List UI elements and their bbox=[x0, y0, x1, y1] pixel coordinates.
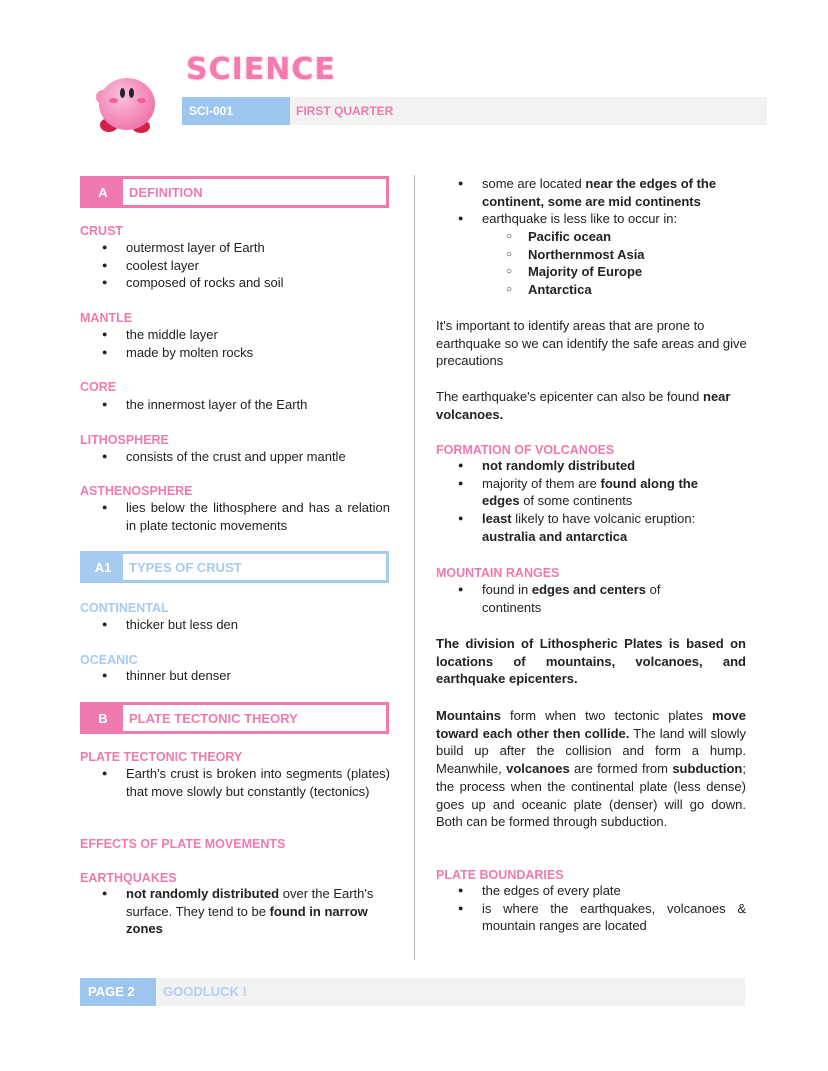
text: the edges of every plate bbox=[482, 883, 621, 898]
text: earthquake is less like to occur in: bbox=[482, 211, 678, 227]
footer-message: GOODLUCK ! bbox=[163, 984, 247, 999]
text: ; the process when the continental plate (less dense) goes up and oceanic plate (denser) will go down. Both can be formed through subduction. bbox=[436, 761, 746, 830]
subheading-plate-tectonic-theory: PLATE TECTONIC THEORY bbox=[80, 750, 243, 764]
paragraph-mountains-volcanoes bbox=[436, 707, 746, 831]
list-item bbox=[436, 475, 736, 510]
subheading-plate-boundaries: PLATE BOUNDARIES bbox=[436, 868, 564, 882]
list-item bbox=[436, 263, 746, 281]
section-header-types-of-crust bbox=[80, 551, 389, 583]
bold-text: subduction bbox=[672, 761, 743, 777]
bold-text: Northernmost Asia bbox=[528, 246, 645, 262]
bold-text: not randomly distributed bbox=[482, 458, 636, 473]
text: It's important to identify areas that are prone to earthquake so we can identify the safe areas and give precautions bbox=[436, 318, 747, 369]
mountains-list bbox=[436, 581, 706, 616]
kirby-mascot-image bbox=[96, 74, 160, 136]
subheading-lithosphere: LITHOSPHERE bbox=[80, 433, 169, 447]
earthquake-location-list bbox=[436, 175, 746, 228]
list-item bbox=[80, 326, 390, 344]
list-item bbox=[80, 448, 390, 466]
list-item bbox=[436, 228, 746, 246]
paragraph-prone-areas bbox=[436, 317, 748, 370]
plate-tectonic-list bbox=[80, 765, 390, 800]
bold-text: The division of Lithospheric Plates is based on locations of mountains, volcanoes, and earthquake epicenters. bbox=[436, 636, 746, 687]
text: of some continents bbox=[519, 493, 633, 509]
subheading-crust: CRUST bbox=[80, 224, 124, 238]
list-item bbox=[80, 667, 390, 685]
bold-text: found along the edges bbox=[482, 475, 698, 509]
text: of continents bbox=[482, 582, 661, 615]
list-item bbox=[80, 499, 390, 534]
text: likely to have volcanic eruption: bbox=[511, 511, 696, 527]
list-item bbox=[436, 457, 736, 475]
crust-list bbox=[80, 239, 390, 292]
earthquake-less-likely-list bbox=[436, 228, 746, 299]
asthenosphere-list bbox=[80, 499, 390, 534]
section-tag: B bbox=[83, 705, 123, 731]
mantle-list bbox=[80, 326, 390, 361]
oceanic-list bbox=[80, 667, 390, 685]
bold-text: near volcanoes. bbox=[436, 389, 731, 422]
text: consists of the crust and upper mantle bbox=[126, 449, 346, 464]
lithosphere-list bbox=[80, 448, 390, 466]
bold-text: australia and antarctica bbox=[482, 528, 628, 544]
quarter-label: FIRST QUARTER bbox=[296, 104, 394, 118]
section-tag: A bbox=[83, 179, 123, 205]
text: found in bbox=[482, 582, 532, 597]
list-item bbox=[436, 581, 706, 616]
bold-text: Mountains bbox=[436, 708, 501, 723]
section-header-definition bbox=[80, 176, 389, 208]
text: form when two tectonic plates bbox=[501, 708, 713, 723]
course-code: SCI-001 bbox=[182, 97, 290, 125]
earthquakes-list bbox=[80, 885, 380, 938]
text: are formed from bbox=[569, 761, 673, 777]
section-tag: A1 bbox=[83, 554, 123, 580]
list-item bbox=[80, 616, 390, 634]
text: over the Earth's surface. They tend to be bbox=[126, 886, 374, 919]
plate-boundaries-list bbox=[436, 882, 746, 935]
list-item bbox=[80, 239, 390, 257]
text: thicker but less den bbox=[126, 617, 239, 632]
core-list bbox=[80, 396, 390, 414]
text: The land will slowly build up after the collision and form a hump. Meanwhile, bbox=[436, 725, 746, 777]
subheading-oceanic: OCEANIC bbox=[80, 653, 138, 667]
bold-text: volcanoes bbox=[506, 761, 570, 777]
page-title: SCIENCE bbox=[186, 52, 336, 87]
list-item bbox=[80, 396, 390, 414]
list-item bbox=[436, 175, 746, 210]
text: The earthquake's epicenter can also be found bbox=[436, 389, 703, 404]
text: thinner but denser bbox=[126, 668, 231, 683]
continental-list bbox=[80, 616, 390, 634]
list-item bbox=[436, 281, 746, 299]
subheading-core: CORE bbox=[80, 380, 117, 394]
text: made by molten rocks bbox=[126, 344, 254, 360]
list-item bbox=[80, 344, 390, 362]
bold-text: not randomly distributed bbox=[126, 886, 280, 901]
list-item bbox=[436, 210, 746, 228]
list-item bbox=[436, 246, 746, 264]
section-label: PLATE TECTONIC THEORY bbox=[129, 710, 298, 726]
paragraph-epicenter bbox=[436, 388, 748, 423]
text: Earth's crust is broken into segments (plates) that move slowly but constantly (tectonics) bbox=[126, 766, 390, 799]
text: outermost layer of Earth bbox=[126, 240, 265, 255]
bold-text: least bbox=[482, 511, 512, 527]
list-item bbox=[80, 765, 390, 800]
list-item bbox=[436, 882, 746, 900]
paragraph-division bbox=[436, 635, 746, 688]
text: lies below the lithosphere and has a relation in plate tectonic movements bbox=[126, 500, 390, 533]
section-label: DEFINITION bbox=[129, 184, 203, 200]
list-item bbox=[436, 900, 746, 935]
subheading-effects: EFFECTS OF PLATE MOVEMENTS bbox=[80, 837, 286, 851]
subheading-continental: CONTINENTAL bbox=[80, 601, 169, 615]
text: coolest layer bbox=[126, 257, 199, 273]
text: the middle layer bbox=[126, 327, 218, 342]
text: is where the earthquakes, volcanoes & mountain ranges are located bbox=[482, 900, 746, 934]
bold-text: Antarctica bbox=[528, 282, 592, 298]
text: some are located bbox=[482, 176, 586, 191]
section-header-plate-tectonic-theory bbox=[80, 702, 389, 734]
section-label: TYPES OF CRUST bbox=[129, 559, 242, 575]
subheading-mountain-ranges: MOUNTAIN RANGES bbox=[436, 566, 560, 580]
subheading-mantle: MANTLE bbox=[80, 311, 133, 325]
list-item bbox=[436, 510, 736, 545]
bold-text: near the edges of the continent, some are mid continents bbox=[482, 176, 717, 209]
text: composed of rocks and soil bbox=[126, 275, 284, 291]
bold-text: found in narrow zones bbox=[126, 903, 368, 937]
bold-text: edges and centers bbox=[531, 582, 647, 597]
list-item bbox=[80, 885, 380, 938]
bold-text: Pacific ocean bbox=[528, 229, 612, 244]
subheading-asthenosphere: ASTHENOSPHERE bbox=[80, 484, 193, 498]
bold-text: move toward each other then collide. bbox=[436, 708, 746, 741]
bold-text: Majority of Europe bbox=[528, 264, 643, 280]
column-divider bbox=[414, 175, 415, 960]
list-item bbox=[80, 274, 390, 292]
list-item bbox=[80, 257, 390, 275]
page-number: PAGE 2 bbox=[80, 978, 156, 1006]
text: the innermost layer of the Earth bbox=[126, 397, 308, 412]
subheading-formation-of-volcanoes: FORMATION OF VOLCANOES bbox=[436, 443, 615, 457]
subheading-earthquakes: EARTHQUAKES bbox=[80, 871, 177, 885]
volcanoes-list bbox=[436, 457, 736, 546]
text: majority of them are bbox=[482, 475, 601, 491]
